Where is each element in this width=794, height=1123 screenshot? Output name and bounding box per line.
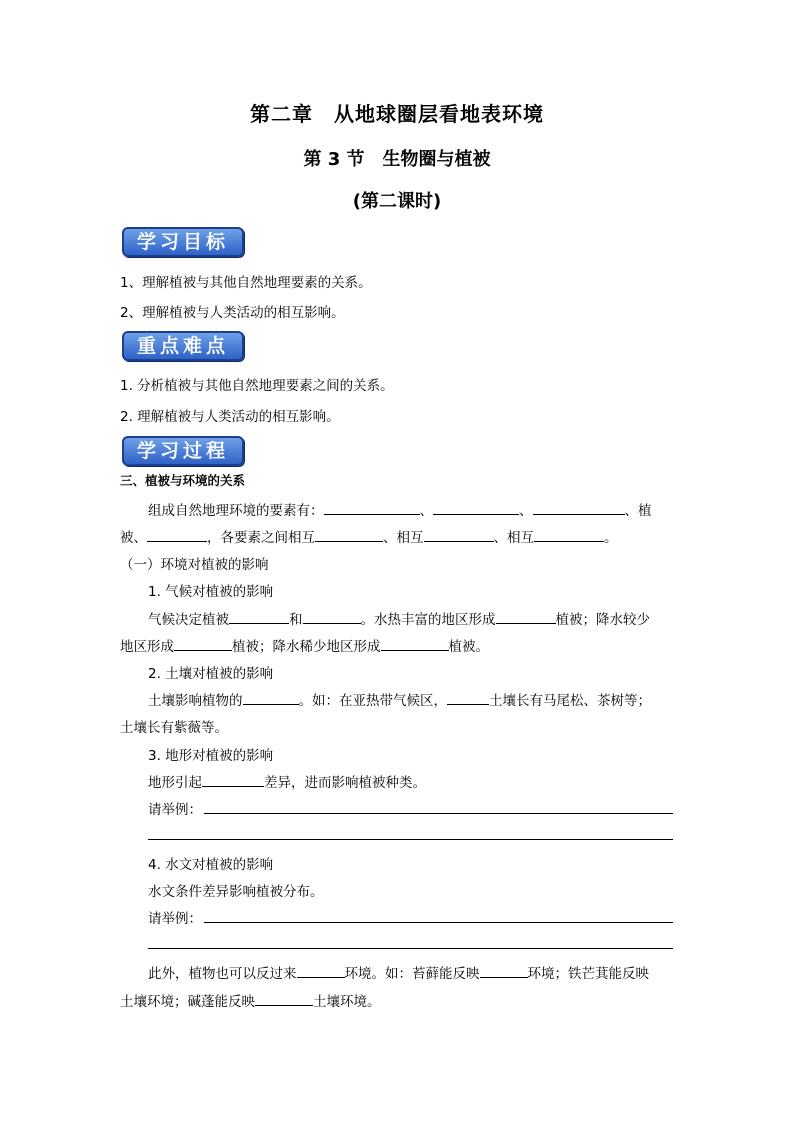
climate-text-c: 。水热丰富的地区形成 [360, 612, 496, 628]
besides-line-2 [120, 990, 381, 1010]
intro-text-a: 组成自然地理环境的要素有： [148, 503, 324, 519]
blank-besides-3[interactable] [255, 992, 313, 1006]
terrain-text-b: 差异，进而影响植被种类。 [264, 775, 426, 791]
blank-relation-2[interactable] [424, 528, 494, 542]
besides-text-a: 此外，植物也可以反过来 [148, 966, 297, 982]
besides-text-c: 环境；铁芒萁能反映 [527, 966, 649, 982]
soil-heading: 2. 土壤对植被的影响 [148, 666, 274, 682]
intro-sep-1: 、 [419, 503, 433, 519]
soil-line-2 [120, 716, 228, 736]
process-badge: 学习过程 [122, 436, 244, 466]
blank-climate-5[interactable] [381, 637, 449, 651]
besides-text-d: 土壤环境；碱蓬能反映 [120, 994, 255, 1010]
intro-text-b: 被、 [120, 530, 147, 546]
climate-text-f: 植被；降水稀少地区形成 [232, 639, 381, 655]
soil-text-a: 土壤影响植物的 [148, 693, 243, 709]
blank-climate-3[interactable] [496, 610, 556, 624]
blank-element-1[interactable] [324, 501, 420, 515]
climate-line-2 [120, 635, 489, 655]
blank-relation-1[interactable] [315, 528, 383, 542]
intro-line-1 [148, 499, 652, 519]
climate-line-1 [148, 608, 650, 628]
goal-item-1: 1、理解植被与其他自然地理要素的关系。 [120, 275, 372, 291]
terrain-text-a: 地形引起 [148, 775, 202, 791]
climate-text-b: 和 [289, 612, 303, 628]
blank-element-2[interactable] [433, 501, 519, 515]
key-point-item-2: 2. 理解植被与人类活动的相互影响。 [120, 409, 340, 425]
blank-climate-2[interactable] [303, 610, 361, 624]
blank-element-3[interactable] [533, 501, 625, 515]
besides-line-1 [148, 962, 649, 982]
intro-line-2 [120, 526, 618, 546]
subheading-env-effect: （一）环境对植被的影响 [120, 557, 269, 573]
blank-element-4[interactable] [147, 528, 207, 542]
soil-text-d: 土壤长有紫薇等。 [120, 720, 228, 736]
blank-soil-1[interactable] [243, 691, 299, 705]
intro-end: 。 [604, 530, 618, 546]
intro-sep-3: 、植 [624, 503, 652, 519]
water-example-label: 请举例： [148, 911, 202, 927]
blank-besides-2[interactable] [480, 964, 528, 978]
water-example-line-1[interactable] [204, 922, 673, 923]
soil-text-b: 。如：在亚热带气候区， [298, 693, 447, 709]
water-line-1: 水文条件差异影响植被分布。 [148, 884, 324, 900]
water-heading: 4. 水文对植被的影响 [148, 857, 274, 873]
blank-climate-4[interactable] [174, 637, 232, 651]
climate-text-a: 气候决定植被 [148, 612, 229, 628]
climate-heading: 1. 气候对植被的影响 [148, 584, 274, 600]
climate-text-d: 植被；降水较少 [555, 612, 650, 628]
intro-sep-4: 、相互 [383, 530, 424, 546]
blank-soil-2[interactable] [447, 691, 489, 705]
blank-relation-3[interactable] [534, 528, 604, 542]
terrain-example-line-2[interactable] [148, 839, 673, 840]
besides-text-e: 土壤环境。 [313, 994, 381, 1010]
key-points-badge: 重点难点 [122, 331, 244, 361]
terrain-heading: 3. 地形对植被的影响 [148, 748, 274, 764]
water-example-line-2[interactable] [148, 948, 673, 949]
period-title: (第二课时) [352, 191, 442, 212]
intro-text-c: ，各要素之间相互 [207, 530, 315, 546]
goal-item-2: 2、理解植被与人类活动的相互影响。 [120, 305, 345, 321]
intro-sep-5: 、相互 [493, 530, 534, 546]
besides-text-b: 环境。如：苔藓能反映 [344, 966, 480, 982]
intro-sep-2: 、 [519, 503, 533, 519]
climate-text-g: 植被。 [448, 639, 489, 655]
blank-terrain-1[interactable] [202, 773, 264, 787]
section-title: 第 3 节 生物圈与植被 [303, 149, 491, 170]
goals-badge: 学习目标 [122, 227, 244, 257]
terrain-example-line-1[interactable] [204, 813, 673, 814]
blank-climate-1[interactable] [229, 610, 289, 624]
soil-text-c: 土壤长有马尾松、茶树等； [489, 693, 651, 709]
terrain-line-1 [148, 771, 426, 791]
key-point-item-1: 1. 分析植被与其他自然地理要素之间的关系。 [120, 378, 394, 394]
chapter-title: 第二章 从地球圈层看地表环境 [250, 102, 544, 126]
process-heading: 三、植被与环境的关系 [120, 473, 246, 488]
soil-line-1 [148, 689, 651, 709]
climate-text-e: 地区形成 [120, 639, 174, 655]
blank-besides-1[interactable] [297, 964, 345, 978]
terrain-example-label: 请举例： [148, 802, 202, 818]
